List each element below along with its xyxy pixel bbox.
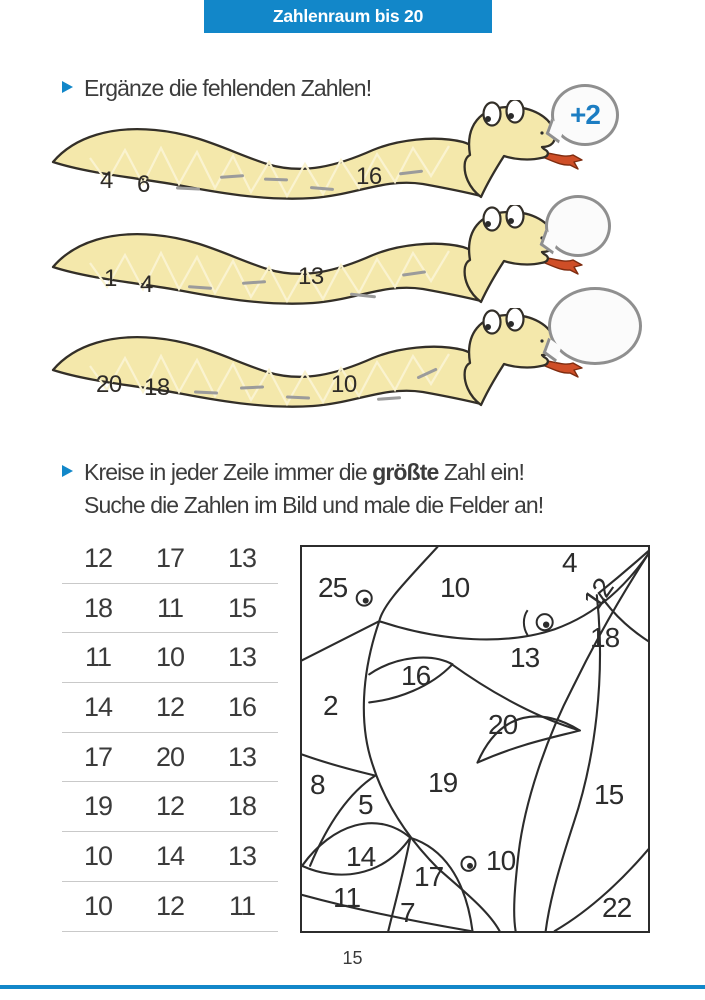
picture-number[interactable]: 4 bbox=[562, 547, 577, 578]
table-row bbox=[62, 584, 278, 634]
picture-number[interactable]: 19 bbox=[428, 767, 458, 798]
table-cell[interactable]: 18 bbox=[83, 592, 113, 623]
snake-number: 18 bbox=[144, 374, 170, 401]
arrow-bullet-icon bbox=[62, 81, 73, 93]
task-2-bold-word: größte bbox=[372, 459, 439, 485]
speech-bubble-empty-2[interactable] bbox=[548, 287, 642, 365]
page-header-banner bbox=[204, 0, 492, 33]
table-row bbox=[62, 782, 278, 832]
table-cell[interactable]: 11 bbox=[156, 592, 184, 623]
table-row bbox=[62, 882, 278, 932]
task-2-line1: Kreise in jeder Zeile immer die bbox=[84, 459, 373, 485]
table-cell[interactable]: 14 bbox=[155, 840, 185, 871]
picture-number[interactable]: 14 bbox=[346, 841, 376, 872]
snake-number: 10 bbox=[331, 371, 357, 398]
snake-number: 4 bbox=[100, 167, 113, 194]
picture-number[interactable]: 25 bbox=[318, 572, 348, 603]
fish-eye-icon bbox=[357, 591, 372, 606]
snake-illustration-3 bbox=[45, 308, 585, 438]
table-row bbox=[62, 832, 278, 882]
snake-number: 6 bbox=[137, 171, 150, 198]
table-cell[interactable]: 10 bbox=[155, 642, 185, 673]
table-row bbox=[62, 633, 278, 683]
number-table bbox=[62, 534, 278, 932]
speech-bubble-empty-1[interactable] bbox=[545, 195, 611, 257]
picture-number[interactable]: 13 bbox=[510, 642, 540, 673]
picture-number[interactable]: 11 bbox=[333, 882, 361, 913]
task-2 bbox=[62, 456, 543, 522]
speech-bubble-rule bbox=[551, 84, 619, 146]
page-title: Zahlenraum bis 20 bbox=[272, 6, 424, 26]
task-2-line2: Suche die Zahlen im Bild und male die Felder an! bbox=[84, 492, 544, 518]
picture-number[interactable]: 7 bbox=[400, 897, 415, 928]
table-cell[interactable]: 19 bbox=[83, 791, 113, 822]
table-row bbox=[62, 534, 278, 584]
table-cell[interactable]: 18 bbox=[227, 791, 257, 822]
picture-number[interactable]: 2 bbox=[323, 690, 338, 721]
table-cell[interactable]: 10 bbox=[83, 840, 113, 871]
table-cell[interactable]: 13 bbox=[227, 741, 257, 772]
snake-number: 20 bbox=[96, 371, 122, 398]
table-row bbox=[62, 683, 278, 733]
coloring-picture-lines bbox=[302, 547, 648, 931]
table-cell[interactable]: 10 bbox=[83, 890, 113, 921]
table-cell[interactable]: 12 bbox=[155, 791, 185, 822]
picture-number[interactable]: 16 bbox=[401, 660, 431, 691]
picture-number[interactable]: 10 bbox=[486, 845, 516, 876]
table-cell[interactable]: 17 bbox=[83, 741, 113, 772]
picture-number[interactable]: 5 bbox=[358, 789, 373, 820]
table-cell[interactable]: 12 bbox=[155, 691, 185, 722]
table-cell[interactable]: 13 bbox=[227, 840, 257, 871]
table-cell[interactable]: 20 bbox=[155, 741, 185, 772]
table-cell[interactable]: 11 bbox=[228, 890, 256, 921]
table-cell[interactable]: 15 bbox=[227, 592, 257, 623]
bottom-accent-bar bbox=[0, 985, 705, 989]
coloring-picture[interactable] bbox=[300, 545, 650, 933]
table-cell[interactable]: 11 bbox=[84, 642, 112, 673]
picture-number[interactable]: 22 bbox=[602, 892, 632, 923]
rule-value: +2 bbox=[570, 99, 600, 130]
table-cell[interactable]: 13 bbox=[227, 642, 257, 673]
table-cell[interactable]: 17 bbox=[155, 542, 185, 573]
picture-number[interactable]: 20 bbox=[488, 709, 518, 740]
picture-number[interactable]: 18 bbox=[590, 622, 620, 653]
snake-number: 4 bbox=[140, 271, 153, 298]
snake-number: 13 bbox=[298, 263, 324, 290]
page-number: 15 bbox=[342, 948, 363, 968]
picture-number[interactable]: 15 bbox=[594, 779, 624, 810]
table-cell[interactable]: 16 bbox=[227, 691, 257, 722]
task-1-text: Ergänze die fehlenden Zahlen! bbox=[84, 75, 372, 101]
picture-number[interactable]: 8 bbox=[310, 769, 325, 800]
snake-number: 16 bbox=[356, 163, 382, 190]
table-cell[interactable]: 14 bbox=[83, 691, 113, 722]
table-cell[interactable]: 13 bbox=[227, 542, 257, 573]
arrow-bullet-icon bbox=[62, 465, 73, 477]
picture-number[interactable]: 10 bbox=[440, 572, 470, 603]
picture-number[interactable]: 12 bbox=[577, 572, 620, 615]
table-row bbox=[62, 733, 278, 783]
fish-eye-icon bbox=[461, 857, 475, 871]
picture-number[interactable]: 17 bbox=[414, 861, 444, 892]
table-cell[interactable]: 12 bbox=[83, 542, 113, 573]
table-cell[interactable]: 12 bbox=[155, 890, 185, 921]
snake-number: 1 bbox=[104, 265, 117, 292]
task-2-text: Kreise in jeder Zeile immer die größte Zahl ein! Suche die Zahlen im Bild und male die Felder an! bbox=[84, 456, 543, 522]
